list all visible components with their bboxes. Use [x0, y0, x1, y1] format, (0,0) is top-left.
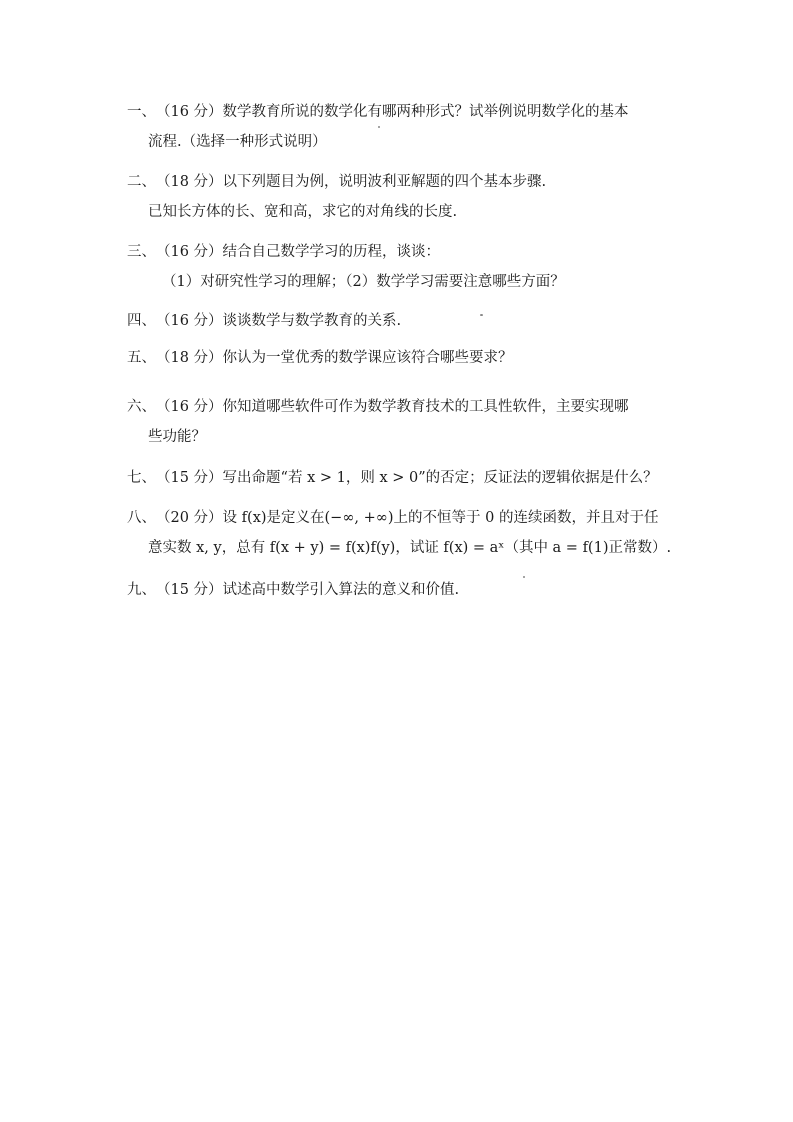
- question-text-continued: 流程.（选择一种形式说明）: [148, 134, 327, 150]
- question-text: （18 分）你认为一堂优秀的数学课应该符合哪些要求？: [156, 350, 513, 366]
- question-3: [127, 237, 667, 297]
- question-text: （16 分）数学教育所说的数学化有哪两种形式？试举例说明数学化的基本: [156, 104, 629, 120]
- question-number: 五、: [127, 350, 156, 366]
- question-6: [127, 392, 667, 452]
- scan-speck: [378, 126, 380, 128]
- question-text: （16 分）谈谈数学与数学教育的关系.: [156, 313, 402, 329]
- question-number: 六、: [127, 399, 156, 415]
- question-text: （15 分）写出命题“若 x > 1，则 x > 0”的否定；反证法的逻辑依据是什么？: [156, 470, 658, 486]
- question-number: 二、: [127, 174, 156, 190]
- question-number: 三、: [127, 244, 156, 260]
- question-text-continued: （1）对研究性学习的理解；（2）数学学习需要注意哪些方面？: [162, 274, 565, 290]
- question-text: （15 分）试述高中数学引入算法的意义和价值.: [156, 582, 460, 598]
- question-1: [127, 97, 667, 157]
- question-text: （18 分）以下列题目为例，说明波利亚解题的四个基本步骤.: [156, 174, 547, 190]
- question-number: 七、: [127, 470, 156, 486]
- question-5: [127, 343, 667, 373]
- question-text-continued: 意实数 x, y，总有 f(x + y) = f(x)f(y)，试证 f(x) = aˣ（其中 a = f(1)正常数）.: [148, 540, 672, 556]
- question-number: 九、: [127, 582, 156, 598]
- question-text-continued: 已知长方体的长、宽和高，求它的对角线的长度.: [148, 204, 458, 220]
- scan-speck: [480, 314, 483, 316]
- question-text: （16 分）结合自己数学学习的历程，谈谈：: [156, 244, 441, 260]
- question-number: 一、: [127, 104, 156, 120]
- question-number: 四、: [127, 313, 156, 329]
- question-text: （20 分）设 f(x)是定义在(−∞, +∞)上的不恒等于 0 的连续函数，并且对于任: [156, 510, 659, 526]
- question-7: [127, 463, 667, 493]
- question-number: 八、: [127, 510, 156, 526]
- question-4: [127, 306, 667, 336]
- question-text: （16 分）你知道哪些软件可作为数学教育技术的工具性软件，主要实现哪: [156, 399, 629, 415]
- question-text-continued: 些功能？: [148, 429, 206, 445]
- question-8: [127, 503, 672, 563]
- scan-speck: [523, 576, 525, 578]
- question-2: [127, 167, 667, 227]
- question-9: [127, 575, 667, 605]
